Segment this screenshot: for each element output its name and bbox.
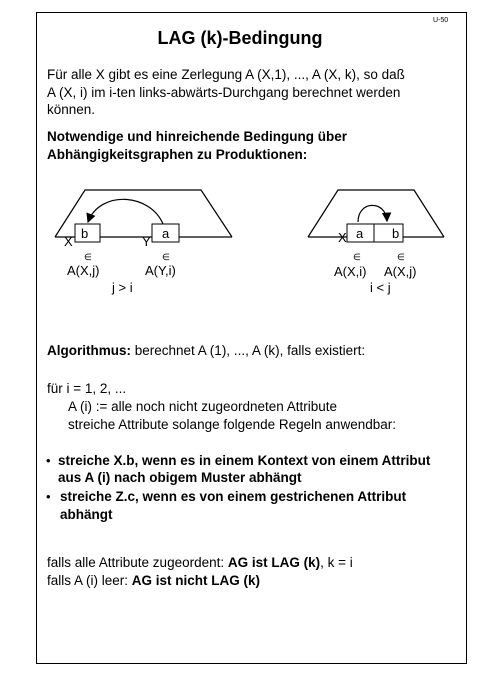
- intro-line-2: A (X, i) im i-ten links-abwärts-Durchgang berechnet werden: [47, 85, 401, 100]
- footer-line-2-bold: AG ist nicht LAG (k): [131, 573, 261, 588]
- loop-line-1: A (i) := alle noch nicht zugeordneten Attribute: [68, 399, 338, 414]
- left-set-x: A(X,j): [67, 263, 100, 278]
- left-relation: j > i: [112, 280, 133, 295]
- left-set-y: A(Y,i): [145, 263, 176, 278]
- condition-heading-2: Abhängigkeitsgraphen zu Produktionen:: [47, 147, 308, 162]
- loop-header: für i = 1, 2, ...: [47, 381, 127, 396]
- intro-line-1: Für alle X gibt es eine Zerlegung A (X,1), ..., A (X, k), so daß: [47, 67, 405, 82]
- right-box-b-label: b: [392, 226, 400, 241]
- right-set-left: A(X,i): [334, 264, 367, 279]
- left-box-b-label: b: [81, 226, 89, 241]
- right-elem-left: ∈: [353, 252, 361, 262]
- left-dependency-arrow: [88, 199, 163, 224]
- condition-heading-1: Notwendige und hinreichende Bedingung über: [47, 129, 347, 144]
- footer-line-1-bold: AG ist LAG (k): [227, 555, 321, 570]
- rule-2-line-2: abhängt: [60, 507, 113, 522]
- rule-2-bullet: •: [46, 489, 51, 504]
- right-set-right: A(X,j): [384, 264, 417, 279]
- page-id: U-50: [433, 17, 449, 24]
- page-title: LAG (k)-Bedingung: [157, 28, 323, 48]
- footer-line-2-plain: falls A (i) leer:: [47, 573, 132, 588]
- footer-line-1-plain: falls alle Attribute zugeordent:: [47, 555, 228, 570]
- rule-1-bullet: •: [46, 453, 51, 468]
- left-diagram: [55, 190, 232, 295]
- left-box-a-label: a: [162, 226, 170, 241]
- footer-line-2: [47, 572, 260, 590]
- algorithm-line: [47, 342, 365, 360]
- algorithm-label: Algorithmus:: [47, 343, 131, 358]
- rule-2-line-1: streiche Z.c, wenn es von einem gestrichenen Attribut: [60, 489, 407, 504]
- rule-1-line-2: aus A (i) nach obigem Muster abhängt: [58, 470, 302, 485]
- right-box-a-label: a: [356, 226, 364, 241]
- right-dependency-arrow: [358, 205, 387, 222]
- intro-line-3: können.: [47, 102, 96, 117]
- right-label-x: X: [338, 230, 347, 245]
- left-label-y: Y: [142, 234, 151, 249]
- right-relation: i < j: [370, 280, 391, 295]
- left-label-x: X: [64, 234, 73, 249]
- right-elem-right: ∈: [397, 252, 405, 262]
- right-diagram: [308, 190, 444, 295]
- footer-line-1-tail: , k = i: [320, 555, 353, 570]
- footer-line-1: [47, 554, 353, 572]
- loop-line-2: streiche Attribute solange folgende Regeln anwendbar:: [68, 417, 396, 432]
- left-elem-x: ∈: [84, 252, 92, 262]
- algorithm-text: berechnet A (1), ..., A (k), falls existiert:: [131, 343, 366, 358]
- rule-1-line-1: streiche X.b, wenn es in einem Kontext von einem Attribut: [58, 453, 431, 468]
- left-elem-y: ∈: [162, 252, 170, 262]
